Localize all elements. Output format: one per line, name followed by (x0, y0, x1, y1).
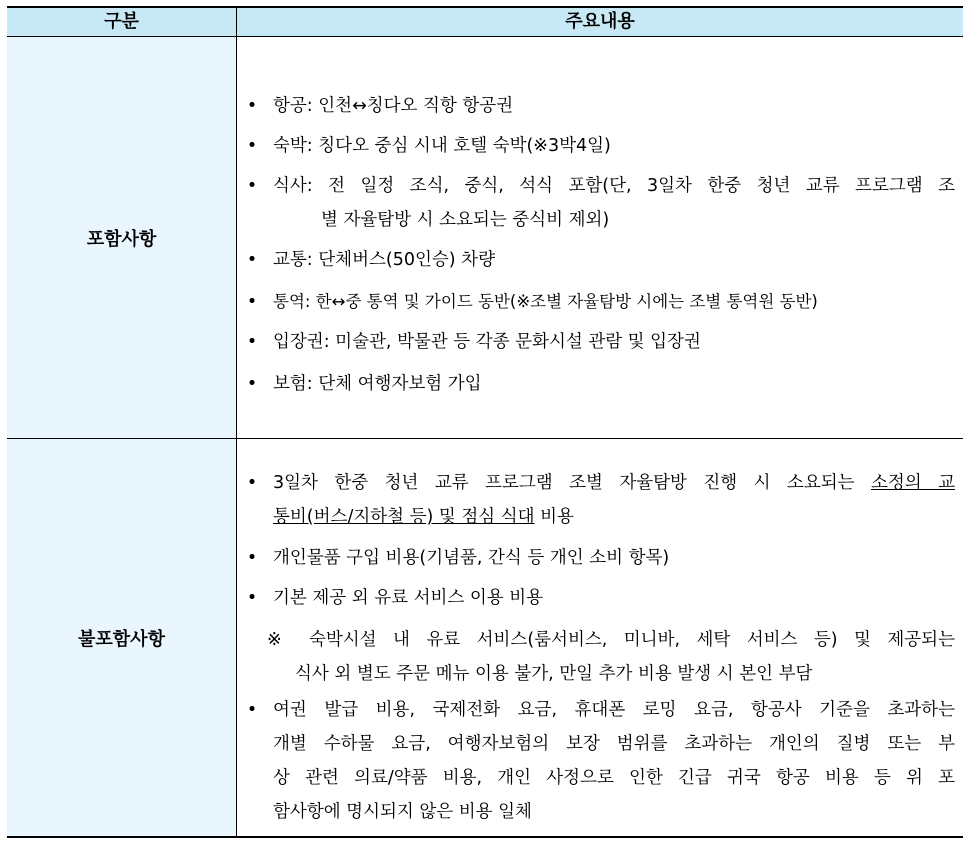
itinerary-table (7, 6, 963, 838)
list-item (237, 89, 963, 123)
list-item (237, 581, 963, 615)
item-text: 숙박: 칭다오 중심 시내 호텔 숙박(※3박4일) (273, 136, 611, 156)
item-text-underlined: 소정의 교 (870, 473, 955, 493)
item-text: 개인물품 구입 비용(기념품, 간식 등 개인 소비 항목) (273, 548, 670, 568)
list-item (237, 243, 963, 277)
item-text: 항공: 인천↔칭다오 직항 항공권 (273, 96, 514, 116)
bullet-icon: • (246, 332, 258, 352)
item-text: 입장권: 미술관, 박물관 등 각종 문화시설 관람 및 입장권 (273, 332, 701, 352)
item-text-plain: 3일차 한중 청년 교류 프로그램 조별 자율탐방 진행 시 소요되는 (273, 473, 871, 493)
item-text-underlined: 통비(버스/지하철 등) 및 점심 식대 (273, 507, 535, 527)
item-text: 교통: 단체버스(50인승) 차량 (273, 250, 495, 270)
bullet-icon: • (246, 473, 258, 493)
item-text-line: 여권 발급 비용, 국제전화 요금, 휴대폰 로밍 요금, 항공사 기준을 초과하는 (273, 700, 955, 720)
item-text-line: 함사항에 명시되지 않은 비용 일체 (273, 802, 532, 822)
item-text-plain: 비용 (534, 507, 574, 527)
list-item (237, 541, 963, 575)
excluded-label: 불포함사항 (78, 628, 165, 650)
included-label-cell (7, 37, 236, 438)
bullet-icon: • (246, 176, 258, 196)
list-item (237, 129, 963, 163)
item-text: 통역: 한↔중 통역 및 가이드 동반(※조별 자율탐방 시에는 조별 통역원 동반) (273, 292, 818, 311)
header-category: 구분 (104, 11, 139, 32)
included-label: 포함사항 (86, 228, 157, 250)
bullet-icon: • (246, 292, 258, 312)
item-text-line: 상 관련 의료/약품 비용, 개인 사정으로 인한 긴급 귀국 항공 비용 등 위 포 (273, 768, 955, 788)
bullet-icon: • (246, 700, 258, 720)
list-item (237, 325, 963, 359)
note-item (237, 623, 963, 691)
list-item (237, 693, 963, 829)
list-item (237, 285, 963, 319)
bullet-icon: • (246, 588, 258, 608)
note-text-line: 식사 외 별도 주문 메뉴 이용 불가, 만일 추가 비용 발생 시 본인 부담 (295, 664, 813, 684)
bullet-icon: • (246, 250, 258, 270)
bullet-icon: • (246, 374, 258, 394)
list-item (237, 367, 963, 401)
item-text-line: 별 자율탐방 시 소요되는 중식비 제외) (321, 210, 610, 230)
item-text-line (273, 500, 955, 534)
bullet-icon: • (246, 548, 258, 568)
excluded-content (237, 439, 963, 836)
bullet-icon: • (246, 136, 258, 156)
bullet-icon: • (246, 96, 258, 116)
included-content (237, 37, 963, 438)
item-text: 보험: 단체 여행자보험 가입 (273, 374, 482, 394)
table-header (7, 8, 963, 37)
header-details: 주요내용 (565, 11, 635, 32)
list-item (237, 466, 963, 534)
item-text-line: 식사: 전 일정 조식, 중식, 석식 포함(단, 3일차 한중 청년 교류 프로그램 조 (273, 176, 955, 196)
list-item (237, 169, 963, 237)
note-text-line: ※ 숙박시설 내 유료 서비스(룸서비스, 미니바, 세탁 서비스 등) 및 제공되는 (267, 630, 955, 650)
excluded-label-cell (7, 439, 236, 836)
item-text: 기본 제공 외 유료 서비스 이용 비용 (273, 588, 544, 608)
item-text-line (273, 466, 955, 500)
item-text-line: 개별 수하물 요금, 여행자보험의 보장 범위를 초과하는 개인의 질병 또는 부 (273, 734, 955, 754)
